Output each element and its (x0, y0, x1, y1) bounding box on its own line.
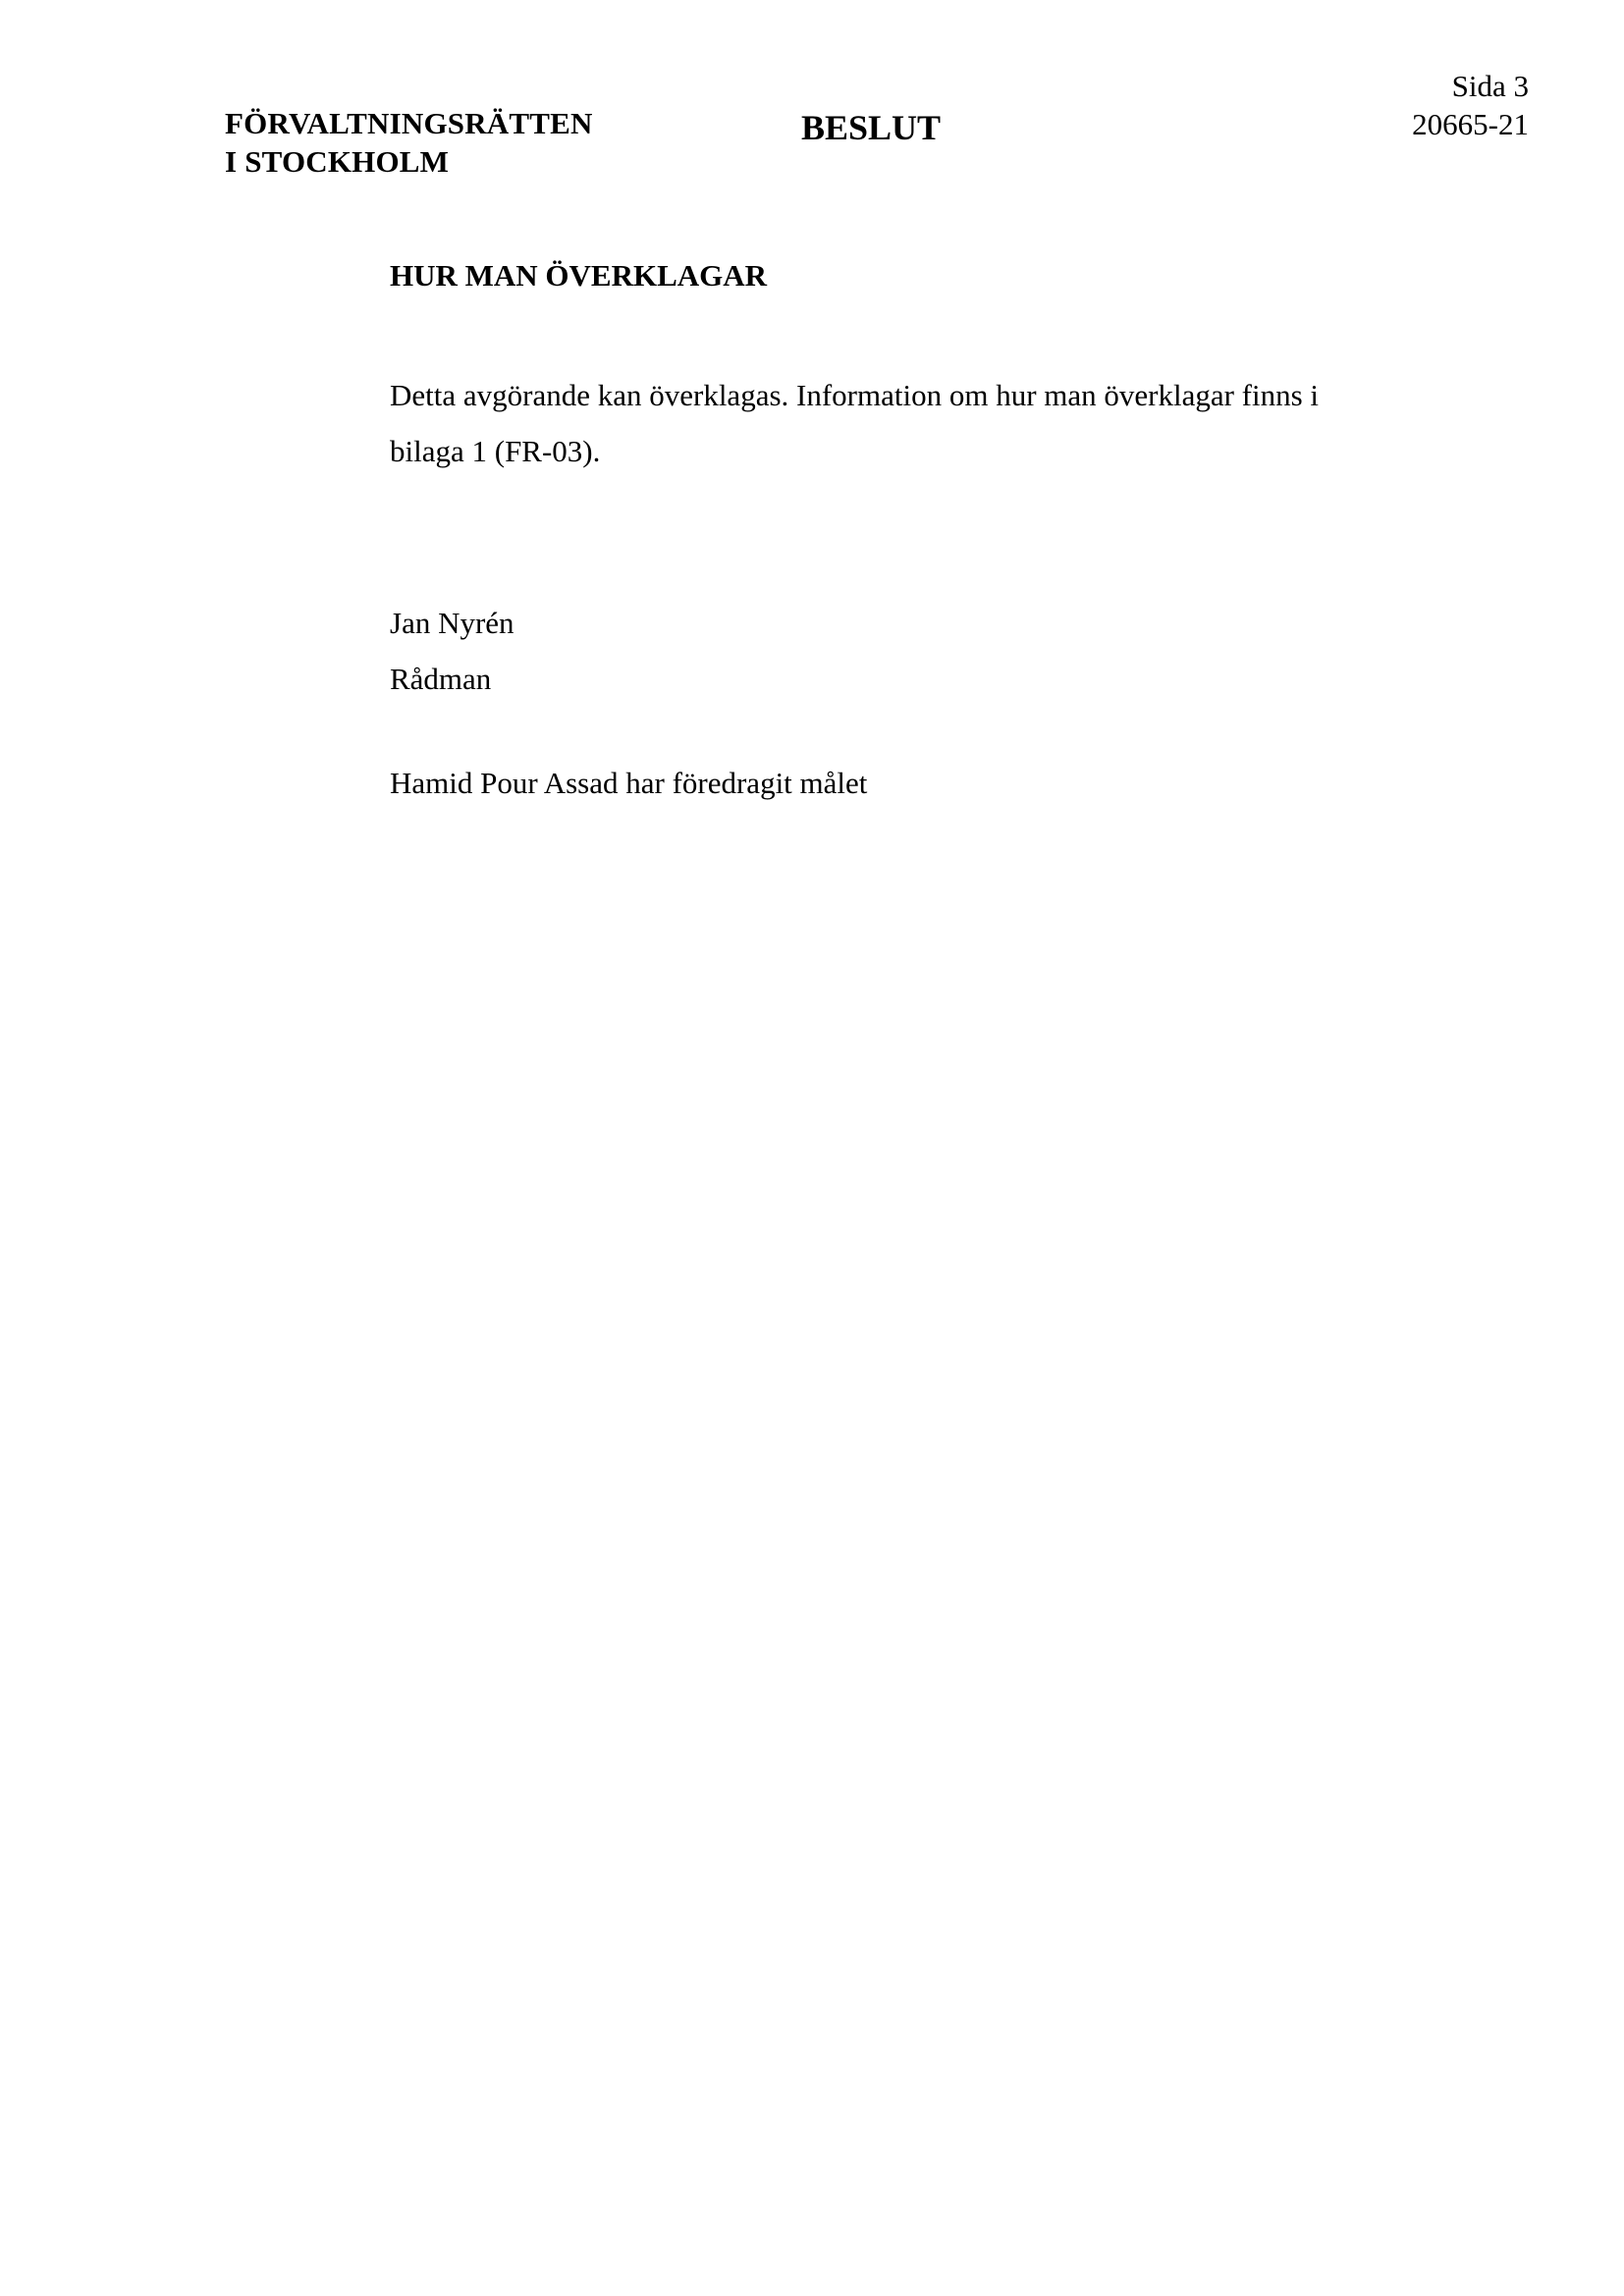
signature-block (390, 595, 514, 707)
presenter-note: Hamid Pour Assad har föredragit målet (390, 766, 868, 800)
court-name-line-2: I STOCKHOLM (225, 144, 450, 179)
signer-title: Rådman (390, 662, 492, 696)
page-reference (1412, 67, 1529, 143)
body-line-1: Detta avgörande kan överklagas. Information om hur man överklagar finns i (390, 378, 1320, 412)
court-name (225, 104, 593, 181)
body-line-2: bilaga 1 (FR-03). (390, 434, 601, 468)
document-type: BESLUT (801, 108, 942, 147)
page-number: Sida 3 (1451, 69, 1529, 103)
section-heading: HUR MAN ÖVERKLAGAR (390, 258, 768, 293)
appeal-information (390, 367, 1431, 479)
signer-name: Jan Nyrén (390, 606, 514, 640)
court-name-line-1: FÖRVALTNINGSRÄTTEN (225, 106, 593, 140)
case-number: 20665-21 (1412, 107, 1529, 141)
